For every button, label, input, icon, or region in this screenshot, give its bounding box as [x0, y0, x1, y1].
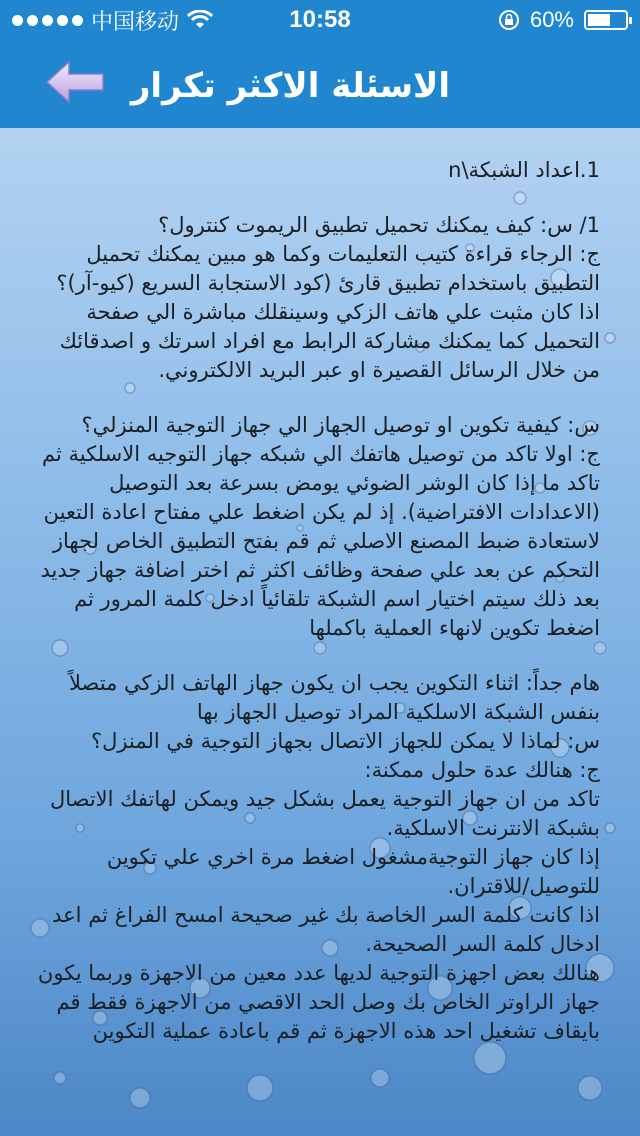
rotation-lock-icon: [498, 9, 520, 31]
battery-percent: 60%: [529, 7, 574, 32]
status-bar: [0, 0, 640, 40]
nav-bar: [0, 40, 640, 128]
faq-paragraph-3: هام جداً: اثناء التكوين يجب ان يكون جهاز الهاتف الزكي متصلاً بنفس الشبكة الاسلكية المراد توصيل الجهاز بها س: لماذا لا يمكن للجهاز الاتصال بجهاز التوجية في المنزل؟ ج: هنالك عدة حلول ممكنة: تاكد من ان جهاز التوجية يعمل بشكل جيد ويمكن لهاتفك الاتصال بشبكة الانترنت الاسلكية. إذا كان جهاز التوجيةمشغول اضغط مرة اخري علي تكوين للتوصيل/للاقتران. اذا كانت كلمة السر الخاصة بك غير صحيحة امسح الفراغ ثم اعد ادخال كلمة السر الصحيحة. هنالك بعض اجهزة التوجية لديها عدد معين من الاجهزة وربما يكون جهاز الراوتر الخاص بك وصل الحد الاقصي من الاجهزة فقط قم بايقاف تشغيل احد هذه الاجهزة ثم قم باعادة عملية التكوين: [37, 671, 600, 1043]
signal-strength-icon: [12, 15, 83, 26]
faq-paragraph-1: 1/ س: كيف يمكنك تحميل تطبيق الريموت كنترول؟ ج: الرجاء قراءة كتيب التعليمات وكما هو مبين يمكنك تحميل التطبيق باستخدام تطبيق قارئ (كود الاستجابة السريع (كيو-آر)؟ اذا كان مثبت علي هاتف الزكي وسينقلك مباشرة الي صفحة التحميل كما يمكنك مشاركة الرابط مع افراد اسرتك و اصدقائك من خلال الرسائل القصيرة او عبر البريد الالكتروني.: [56, 213, 600, 382]
status-time: 10:58: [289, 6, 351, 33]
status-right: [498, 7, 628, 33]
section-heading: 1.اعداد الشبكة\n: [448, 158, 600, 182]
faq-paragraph-2: س: كيفية تكوين او توصيل الجهاز الي جهاز التوجية المنزلي؟ ج: اولا تاكد من توصيل هاتفك الي شبكه جهاز التوجيه الاسلكية ثم تاكد ما إذا كان الوشر الضوئي يومض بسرعة بعد التوصيل (الاعدادات الافتراضية). إذ لم يكن اضغط علي مفتاح اعادة التعين لاستعادة ضبط المصنع الاصلي ثم قم بفتح التطبيق الخاص لجهاز التحكم عن بعد علي صفحة وظائف اكثر ثم اختر اضافة جهاز جديد بعد ذلك سيتم اختيار اسم الشبكة تلقائياً ادخل كلمة المرور ثم اضغط تكوين لانهاء العملية باكملها: [40, 413, 600, 640]
battery-icon: [584, 10, 628, 30]
page-title: الاسئلة الاكثر تكرار: [130, 66, 450, 106]
carrier-name: 中国移动: [91, 8, 180, 34]
status-left: [12, 5, 213, 36]
faq-text: [28, 156, 600, 1046]
back-arrow-icon: [43, 58, 107, 106]
battery-fill: [588, 14, 610, 26]
faq-content[interactable]: [0, 128, 640, 1136]
back-button[interactable]: [40, 56, 110, 108]
wifi-icon: [187, 10, 213, 30]
